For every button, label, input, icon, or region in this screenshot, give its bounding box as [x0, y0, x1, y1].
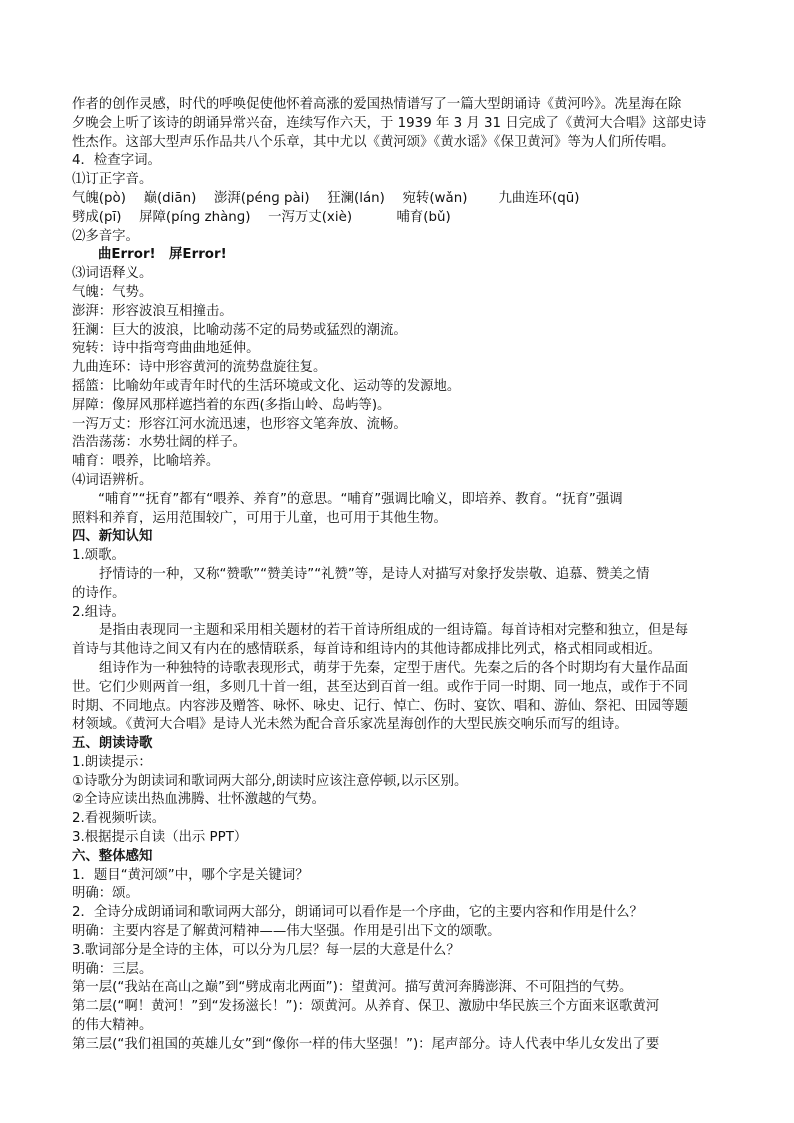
- text-line: ⑷词语辨析。: [72, 472, 153, 488]
- text-line: 明确：主要内容是了解黄河精神——伟大坚强。作用是引出下文的颂歌。: [72, 924, 501, 940]
- text-line: 抒情诗的一种，又称“赞歌”“赞美诗”“礼赞”等，是诗人对描写对象抒发崇敬、追慕、赞美之情: [99, 566, 650, 582]
- text-line: 3.歌词部分是全诗的主体，可以分为几层？每一层的大意是什么？: [72, 942, 460, 958]
- text-line: 的诗作。: [72, 585, 126, 601]
- text-line: 澎湃：形容波浪互相撞击。: [72, 303, 233, 319]
- text-line: 1.颂歌。: [72, 548, 125, 564]
- text-line: 时期、不同地点。内容涉及赠答、咏怀、咏史、记行、悼亡、伤时、宴饮、唱和、游仙、祭祀、田园等题: [72, 698, 688, 714]
- text-line: 气魄(pò) 巅(diān) 澎湃(pénɡ pài) 狂澜(lán) 宛转(wǎn) 九曲连环(qū): [72, 190, 580, 206]
- text-line: 摇篮：比喻幼年或青年时代的生活环境或文化、运动等的发源地。: [72, 378, 461, 394]
- text-line: 九曲连环：诗中形容黄河的流势盘旋往复。: [72, 360, 327, 376]
- text-line: 第二层(“啊！黄河！”到“发扬滋长！”)：颂黄河。从养育、保卫、激励中华民族三个方面来讴歌黄河: [72, 999, 660, 1015]
- text-line: 曲Error! 屏Error!: [98, 247, 227, 263]
- text-line: 作者的创作灵感，时代的呼唤促使他怀着高涨的爱国热情谱写了一篇大型朗诵诗《黄河吟》。冼星海在除: [72, 97, 682, 112]
- text-line: ⑶词语释义。: [72, 266, 153, 282]
- text-line: 3.根据提示自读（出示 PPT）: [72, 830, 248, 846]
- text-line: 狂澜：巨大的波浪，比喻动荡不定的局势或猛烈的潮流。: [72, 322, 407, 338]
- text-line: 劈成(pī) 屏障(pínɡ zhànɡ) 一泻万丈(xiè) 哺育(bǔ): [72, 209, 451, 225]
- text-line: 首诗与其他诗之间又有内在的感情联系，每首诗和组诗内的其他诗都成排比列式，格式相同或相近。: [72, 642, 662, 658]
- document-body: [72, 96, 722, 1055]
- text-line: 第一层(“我站在高山之巅”到“劈成南北两面”)：望黄河。描写黄河奔腾澎湃、不可阻挡的气势。: [72, 980, 633, 996]
- text-line: 屏障：像屏风那样遮挡着的东西(多指山岭、岛屿等)。: [72, 397, 391, 413]
- text-line: ①诗歌分为朗读词和歌词两大部分,朗读时应该注意停顿,以示区别。: [72, 773, 468, 789]
- text-line: 哺育：喂养，比喻培养。: [72, 454, 220, 470]
- text-line: ②全诗应读出热血沸腾、壮怀激越的气势。: [72, 792, 326, 808]
- text-line: 2.看视频听读。: [72, 811, 166, 827]
- text-line: 世。它们少则两首一组，多则几十首一组，甚至达到百首一组。或作于同一时期、同一地点，或作于不同: [72, 679, 688, 695]
- text-line: 2．全诗分成朗诵词和歌词两大部分，朗诵词可以看作是一个序曲，它的主要内容和作用是什么？: [72, 905, 643, 921]
- text-line: 是指由表现同一主题和采用相关题材的若干首诗所组成的一组诗篇。每首诗相对完整和独立，但是每: [99, 623, 689, 639]
- text-line: 1．题目“黄河颂”中，哪个字是关键词？: [72, 867, 309, 883]
- text-line: 组诗作为一种独特的诗歌表现形式，萌芽于先秦，定型于唐代。先秦之后的各个时期均有大量作品面: [99, 660, 689, 676]
- text-line: 1.朗读提示：: [72, 754, 152, 770]
- text-line: “哺育”“抚育”都有“喂养、养育”的意思。“哺育”强调比喻义，即培养、教育。“抚育”强调: [98, 491, 623, 507]
- text-line: 材领域。《黄河大合唱》是诗人光未然为配合音乐家冼星海创作的大型民族交响乐而写的组诗。: [72, 717, 628, 733]
- text-line: 六、整体感知: [72, 848, 153, 864]
- text-line: 夕晚会上听了该诗的朗诵异常兴奋，连续写作六天，于 1939 年 3 月 31 日完成了《黄河大合唱》这部史诗: [72, 115, 707, 131]
- text-line: ⑴订正字音。: [72, 172, 153, 188]
- text-line: 明确：三层。: [72, 961, 153, 977]
- text-line: 一泻万丈：形容江河水流迅速，也形容文笔奔放、流畅。: [72, 416, 407, 432]
- text-line: 4．检查字词。: [72, 153, 161, 169]
- text-line: 宛转：诗中指弯弯曲曲地延伸。: [72, 341, 260, 357]
- text-line: 照料和养育，运用范围较广，可用于儿童，也可用于其他生物。: [72, 510, 447, 526]
- text-line: 的伟大精神。: [72, 1018, 153, 1034]
- text-line: 四、新知认知: [72, 529, 153, 545]
- text-line: 明确：颂。: [72, 886, 139, 902]
- text-line: 气魄：气势。: [72, 284, 153, 300]
- text-line: 五、朗读诗歌: [72, 736, 153, 752]
- text-line: 第三层(“我们祖国的英雄儿女”到“像你一样的伟大坚强！”)：尾声部分。诗人代表中华儿女发出了要: [72, 1036, 660, 1052]
- text-line: 性杰作。这部大型声乐作品共八个乐章，其中尤以《黄河颂》《黄水谣》《保卫黄河》等为人们所传唱。: [72, 134, 675, 150]
- text-line: ⑵多音字。: [72, 228, 139, 244]
- text-line: 2.组诗。: [72, 604, 125, 620]
- text-line: 浩浩荡荡：水势壮阔的样子。: [72, 435, 247, 451]
